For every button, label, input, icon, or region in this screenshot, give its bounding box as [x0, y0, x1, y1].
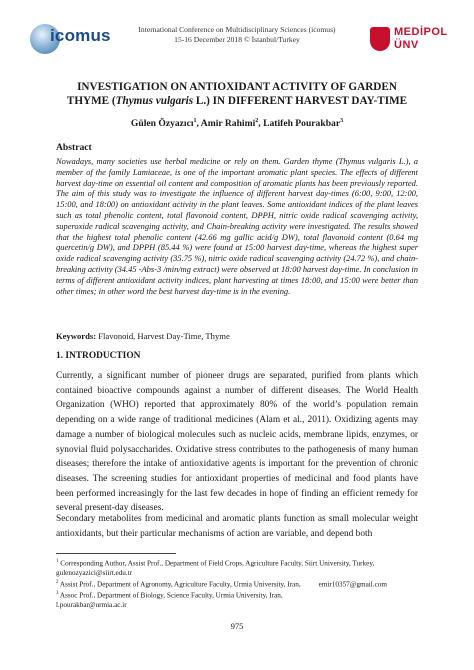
abstract-heading: Abstract — [56, 142, 92, 153]
medipol-logo-line2: ÜNV — [394, 39, 419, 51]
title-line2-post: L.) IN DIFFERENT HARVEST DAY-TIME — [193, 95, 408, 107]
keywords-label: Keywords: — [56, 331, 97, 341]
author-list — [40, 118, 434, 129]
conference-date-place: 15-16 December 2018 © İstanbul/Turkey — [174, 35, 300, 44]
shield-icon — [370, 27, 390, 51]
footnote-3-text: Assoc Prof., Department of Biology, Science Faculty, Urmia University, Iran, — [58, 591, 283, 600]
intro-paragraph-1: Currently, a significant number of pioneer drugs are separated, purified from plants which contained bioactive compounds against a number of different diseases. The World Health Organization (WHO) reported that approximately 80% of the world’s population remain depending on a wide range of traditional medicines (Alam et al., 2011). Oxidizing agents may damage a number of biological molecules such as nucleic acids, membrane lipids, enzymes, or synovial fluid polysaccharides. Oxidative stress contributes to the pathogenesis of many human diseases; therefore the intake of antioxidative agents is important for the prevention of chronic diseases. The screening studies for antioxidant properties of medicinal and food plants have been performed increasingly for the last few decades in hope of finding an efficient remedy for several present-day diseases. — [56, 371, 418, 514]
keywords — [56, 331, 418, 341]
page-header — [0, 22, 474, 54]
title-line2-pre: THYME ( — [66, 95, 116, 107]
author-3: , Latifeh Pourakbar — [258, 118, 341, 130]
species-name: Thymus vulgaris — [115, 95, 194, 107]
intro-paragraph-2: Secondary metabolites from medicinal and aromatic plants function as small molecular weight antioxidants, but their particular mechanisms of action are variable, and depend both — [56, 514, 418, 539]
footnote-divider — [56, 553, 176, 554]
footnote-1-marker: 1 — [56, 559, 59, 564]
footnote-2-marker: 2 — [56, 579, 59, 585]
medipol-logo — [370, 24, 448, 54]
author-1: Gülen Özyazıcı — [130, 118, 194, 130]
section-heading: 1. INTRODUCTION — [56, 351, 141, 361]
author-1-affiliation: 1 — [193, 118, 197, 124]
footnote-2-email[interactable]: emir10357@gmail.com — [318, 580, 387, 589]
author-3-affiliation: 3 — [340, 118, 344, 124]
page-number: 975 — [230, 622, 244, 631]
paper-title — [40, 80, 434, 108]
title-line1: INVESTIGATION ON ANTIOXIDANT ACTIVITY OF GARDEN — [77, 81, 397, 93]
footnote-1-text: Corresponding Author, Assist Prof., Department of Field Crops, Agriculture Faculty, Siirt University, Turkey, — [58, 559, 375, 568]
footnotes — [56, 557, 420, 610]
footnote-2 — [56, 578, 420, 590]
conference-name: International Conference on Multidisciplinary Sciences (icomus) — [138, 25, 336, 34]
keywords-text: Flavonoid, Harvest Day-Time, Thyme — [96, 331, 230, 341]
title-line2 — [40, 94, 434, 108]
footnote-1 — [56, 557, 420, 569]
footnote-3-email[interactable]: l.pourakbar@urmia.ac.ir — [56, 600, 127, 609]
icomus-logo — [28, 22, 120, 56]
conference-info — [130, 25, 344, 45]
footnote-2-text: Assist Prof., Department of Agronomy, Agriculture Faculty, Urmia University, Iran, — [58, 580, 301, 589]
author-2-affiliation: 2 — [255, 118, 259, 124]
author-2: , Amir Rahimi — [196, 118, 256, 130]
medipol-logo-line1: MEDİPOL — [394, 26, 448, 38]
footnote-3 — [56, 589, 420, 601]
abstract-text: Nowadays, many societies use herbal medicine or rely on them. Garden thyme (Thymus vulgaris L.), a member of the family Lamiaceae, is one of the important aromatic plant species. The effects of different harvest day-time on essential oil content and composition of aromatic plants has been previously reported. The aim of this study was to investigate the influence of different harvest day-times (6:00, 9:00, 12:00, 15:00, and 18:00) on antioxidant activity in the plant leaves. Some antioxidant indices of the plant leaves such as total phenolic content, total flavonoid content, DPPH, nitric oxide radical scavenging activity, superoxide radical scavenging activity, and Chain-breaking activity were investigated. The results showed that the highest total phenolic content (42.66 mg gallic acid/g DW), total flavonoid content (0.64 mg quercetin/g DW), and DPPH (85.44 %) were found at 15:00 harvest day-time, whereas the highest super oxide radical scavenging activity (35.75 %), nitric oxide radical scavenging activity (24.72 %), and chain-breaking activity (34.45 -Abs-3 /min/mg extract) were observed at 18:00 harvest day-time. In conclusion in terms of different antioxidant activity indices, plant harvesting at times 18:00, and 15:00 were better than other times; in other word the best harvest day-time is in the evening. — [56, 156, 418, 296]
footnote-1-email[interactable]: gulenozyazici@siirt.edu.tr — [56, 568, 133, 577]
footnote-3-marker: 3 — [56, 591, 59, 597]
icomus-logo-text: icomus — [50, 26, 111, 45]
